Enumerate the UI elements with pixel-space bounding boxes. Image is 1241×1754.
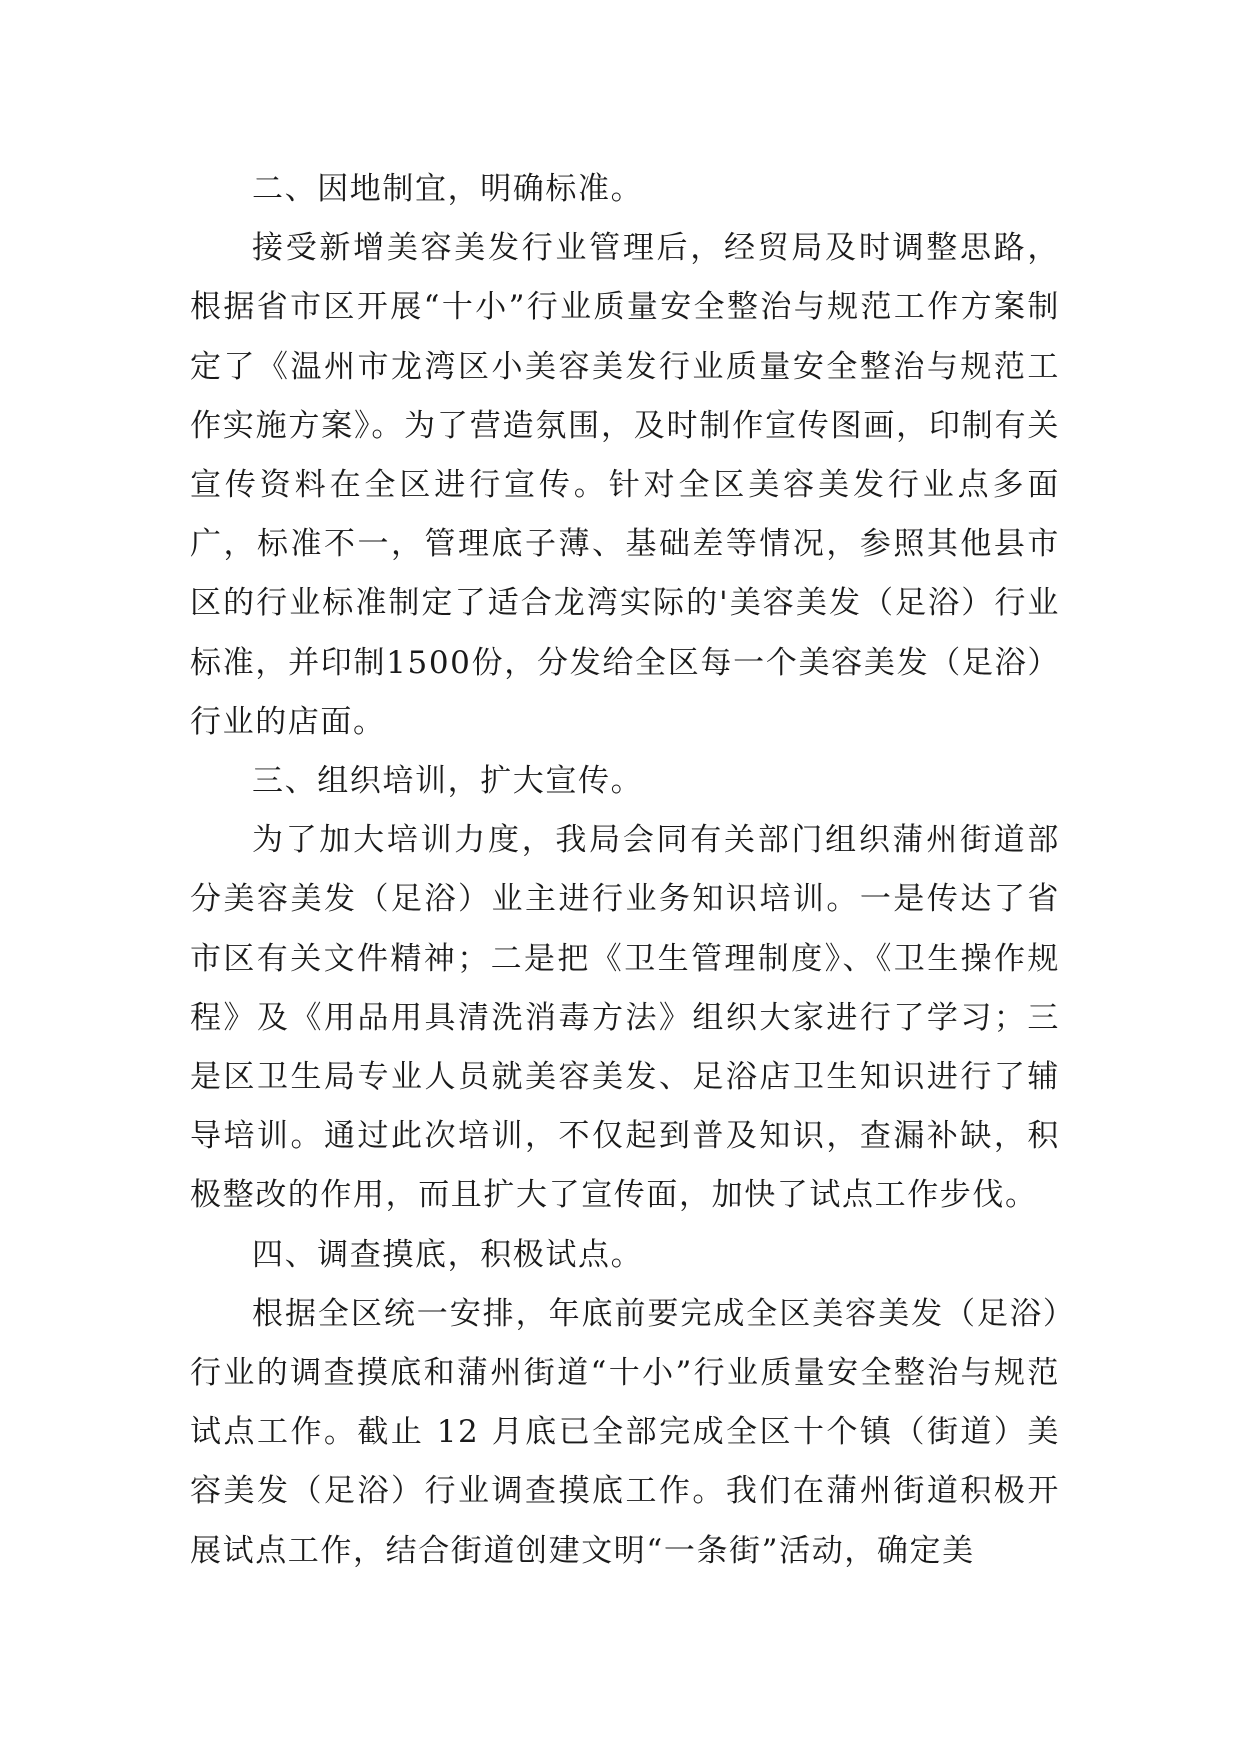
body-paragraph: 为了加大培训力度，我局会同有关部门组织蒲州街道部分美容美发（足浴）业主进行业务知识培训。一是传达了省市区有关文件精神；二是把《卫生管理制度》、《卫生操作规程》及《用品用具清洗消毒方法》组织大家进行了学习；三是区卫生局专业人员就美容美发、足浴店卫生知识进行了辅导培训。通过此次培训，不仅起到普及知识，查漏补缺，积极整改的作用，而且扩大了宣传面，加快了试点工作步伐。 xyxy=(190,822,1060,1214)
body-paragraph: 接受新增美容美发行业管理后，经贸局及时调整思路，根据省市区开展“十小”行业质量安全整治与规范工作方案制定了《温州市龙湾区小美容美发行业质量安全整治与规范工作实施方案》。为了营造氛围，及时制作宣传图画，印制有关宣传资料在全区进行宣传。针对全区美容美发行业点多面广，标准不一，管理底子薄、基础差等情况，参照其他县市区的行业标准制定了适合龙湾实际的'美容美发（足浴）行业标准，并印制1500份，分发给全区每一个美容美发（足浴）行业的店面。 xyxy=(190,230,1060,740)
section-heading-2: 二、因地制宜，明确标准。 xyxy=(252,171,644,207)
body-paragraph: 根据全区统一安排，年底前要完成全区美容美发（足浴）行业的调查摸底和蒲州街道“十小”行业质量安全整治与规范试点工作。截止 12 月底已全部完成全区十个镇（街道）美容美发（足浴）行业调查摸底工作。我们在蒲州街道积极开展试点工作，结合街道创建文明“一条街”活动，确定美 xyxy=(190,1295,1060,1569)
document-body xyxy=(190,160,1060,1581)
section-heading-4: 四、调查摸底，积极试点。 xyxy=(252,1236,644,1273)
section-heading-3: 三、组织培训，扩大宣传。 xyxy=(252,763,644,800)
